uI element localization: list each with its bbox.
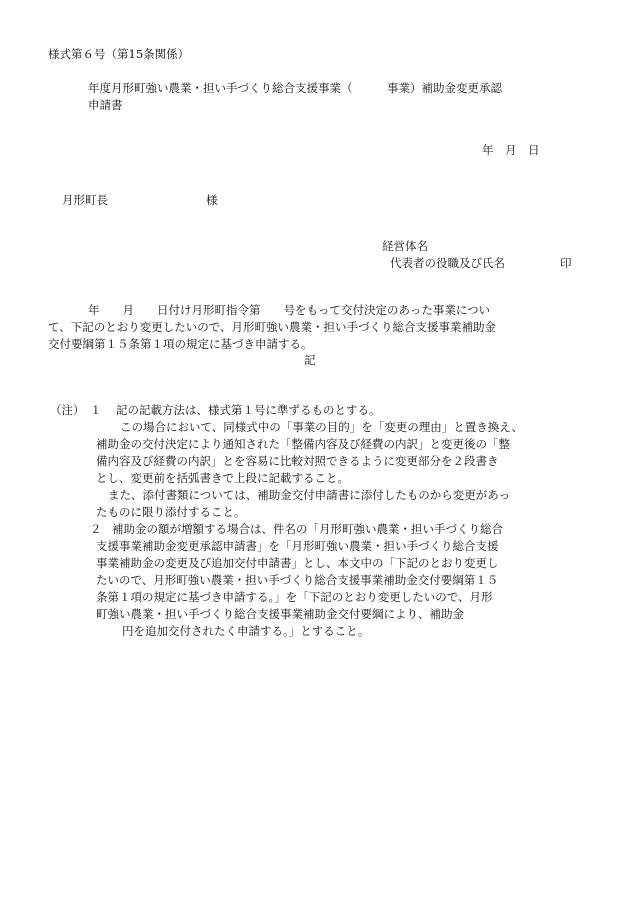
note-1-number: １ xyxy=(90,403,102,417)
note-line: とし、変更前を括弧書きで上段に記載すること。 xyxy=(96,471,349,485)
body-line: て、下記のとおり変更したいので、月形町強い農業・担い手づくり総合支援事業補助金 xyxy=(48,320,497,334)
notes-label: （注） xyxy=(50,403,85,417)
body-line: 年 月 日付け月形町指令第 号をもって交付決定のあった事業につい xyxy=(88,303,491,317)
addressee-suffix: 様 xyxy=(206,193,218,207)
note-2-text xyxy=(96,521,503,640)
note-1-text xyxy=(96,402,523,521)
document-title xyxy=(88,80,502,114)
addressee-name: 月形町長 xyxy=(62,193,108,207)
date-line: 年 月 日 xyxy=(482,143,540,157)
note-line: 支援事業補助金変更承認申請書」を「月形町強い農業・担い手づくり総合支援 xyxy=(96,539,499,553)
note-line: 事業補助金の変更及び追加交付申請書」とし、本文中の「下記のとおり変更し xyxy=(96,556,499,570)
note-line: 備内容及び経費の内訳」とを容易に比較対照できるように変更部分を２段書き xyxy=(96,454,499,468)
applicant-org-label: 経営体名 xyxy=(382,239,428,253)
note-2-number: ２ xyxy=(90,522,102,536)
applicant-rep-label: 代表者の役職及び氏名 xyxy=(390,256,505,270)
title-line-1: 年度月形町強い農業・担い手づくり総合支援事業（ 事業）補助金変更承認 xyxy=(88,81,502,95)
note-line: この場合において、同様式中の「事業の目的」を「変更の理由」と置き換え、 xyxy=(120,420,523,434)
note-line: また、添付書類については、補助金交付申請書に添付したものから変更があっ xyxy=(108,488,511,502)
note-line: 補助金の額が増額する場合は、件名の「月形町強い農業・担い手づくり総合 xyxy=(112,522,503,536)
title-line-2: 申請書 xyxy=(88,98,123,112)
note-line: たものに限り添付すること。 xyxy=(96,505,246,519)
note-line: 条第１項の規定に基づき申請する。」を「下記のとおり変更したいので、月形 xyxy=(96,590,493,604)
seal-mark: 印 xyxy=(560,256,572,270)
form-number: 様式第６号（第15条関係） xyxy=(48,47,190,61)
note-line: 町強い農業・担い手づくり総合支援事業補助金交付要綱により、補助金 xyxy=(96,607,464,621)
note-line: 記の記載方法は、様式第１号に準ずるものとする。 xyxy=(116,403,381,417)
body-line: 交付要綱第１５条第１項の規定に基づき申請する。 xyxy=(48,337,313,351)
note-line: 円を追加交付されたく申請する。」とすること。 xyxy=(122,624,370,638)
note-line: たいので、月形町強い農業・担い手づくり総合支援事業補助金交付要綱第１５ xyxy=(96,573,499,587)
ki-heading: 記 xyxy=(304,353,316,367)
body-paragraph xyxy=(48,302,496,353)
note-line: 補助金の交付決定により通知された「整備内容及び経費の内訳」と変更後の「整 xyxy=(96,437,510,451)
